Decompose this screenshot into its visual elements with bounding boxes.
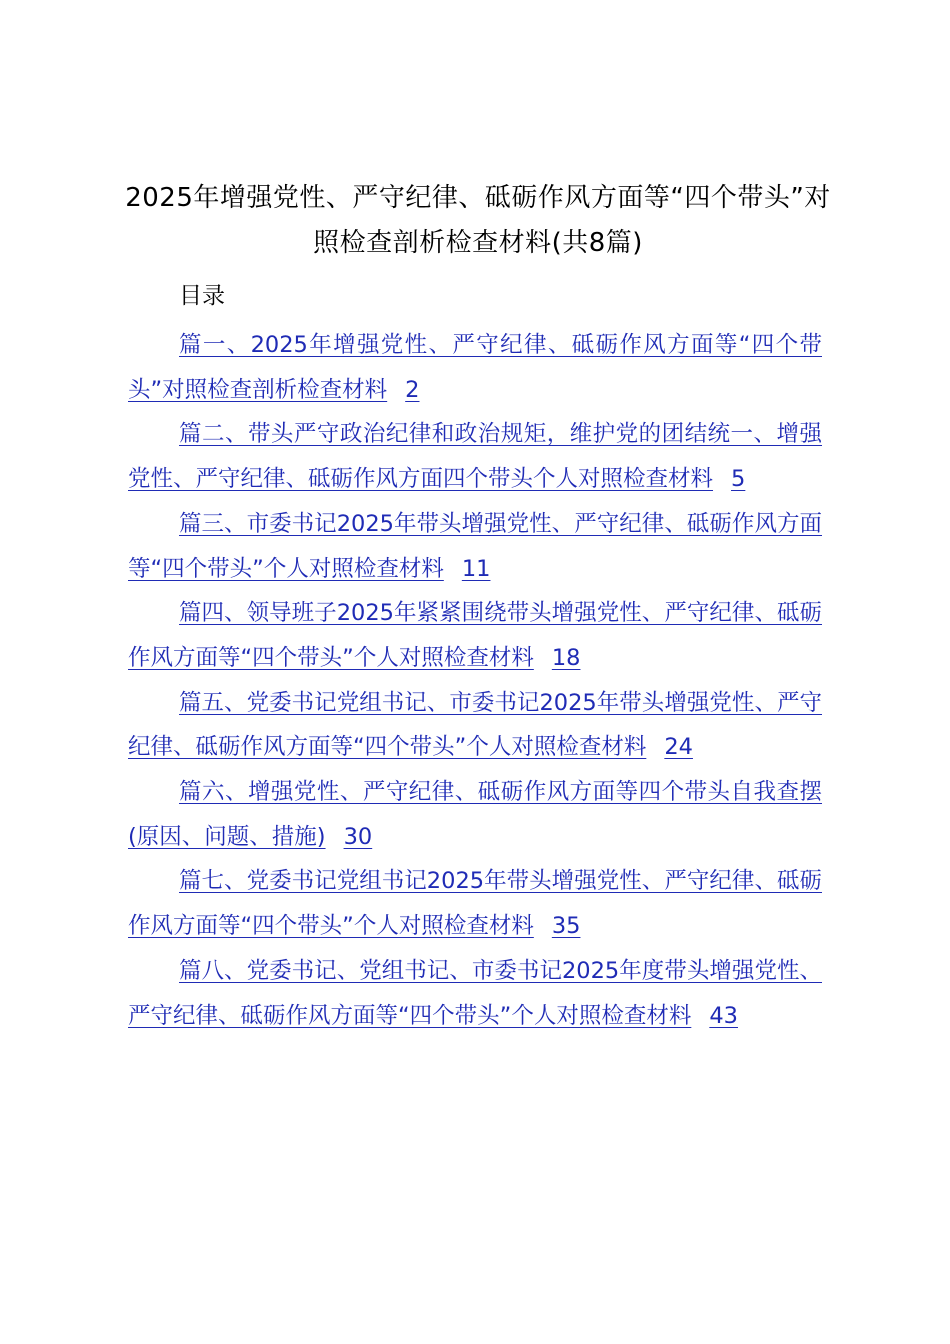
table-of-contents — [128, 323, 822, 1038]
toc-entry-page-number: 5 — [731, 466, 746, 493]
toc-entry-page-number: 11 — [461, 555, 491, 582]
toc-entry-text: 篇四、领导班子2025年紧紧围绕带头增强党性、严守纪律、砥砺作风方面等“四个带头”个人对照检查材料 — [128, 600, 822, 671]
toc-entry-page-number: 2 — [405, 376, 420, 403]
document-title: 2025年增强党性、严守纪律、砥砺作风方面等“四个带头”对照检查剖析检查材料(共8篇) — [125, 183, 831, 258]
toc-entry-5[interactable] — [128, 681, 822, 770]
toc-entry-text: 篇六、增强党性、严守纪律、砥砺作风方面等四个带头自我查摆(原因、问题、措施) — [128, 779, 822, 850]
toc-entry-text: 篇七、党委书记党组书记2025年带头增强党性、严守纪律、砥砺作风方面等“四个带头”个人对照检查材料 — [128, 868, 822, 940]
toc-entry-8[interactable] — [128, 949, 822, 1038]
toc-entry-text: 篇八、党委书记、党组书记、市委书记2025年度带头增强党性、严守纪律、砥砺作风方面等“四个带头”个人对照检查材料 — [128, 957, 822, 1029]
toc-entry-text: 篇三、市委书记2025年带头增强党性、严守纪律、砥砺作风方面等“四个带头”个人对照检查材料 — [128, 510, 822, 582]
toc-entry-7[interactable] — [128, 859, 822, 948]
toc-heading: 目录 — [179, 283, 225, 309]
toc-entry-1[interactable] — [128, 323, 822, 412]
toc-entry-text: 篇二、带头严守政治纪律和政治规矩，维护党的团结统一、增强党性、严守纪律、砥砺作风方面四个带头个人对照检查材料 — [128, 421, 822, 493]
toc-entry-4[interactable] — [128, 591, 822, 680]
toc-entry-2[interactable] — [128, 412, 822, 501]
toc-entry-page-number: 35 — [551, 913, 581, 940]
toc-entry-page-number: 30 — [343, 823, 373, 850]
toc-entry-6[interactable] — [128, 770, 822, 859]
toc-entry-page-number: 18 — [551, 644, 581, 671]
toc-entry-text: 篇一、2025年增强党性、严守纪律、砥砺作风方面等“四个带头”对照检查剖析检查材料 — [128, 332, 822, 403]
toc-entry-text: 篇五、党委书记党组书记、市委书记2025年带头增强党性、严守纪律、砥砺作风方面等“四个带头”个人对照检查材料 — [128, 689, 822, 761]
toc-entry-page-number: 24 — [664, 734, 693, 761]
toc-entry-3[interactable] — [128, 502, 822, 591]
toc-entry-page-number: 43 — [709, 1002, 738, 1029]
